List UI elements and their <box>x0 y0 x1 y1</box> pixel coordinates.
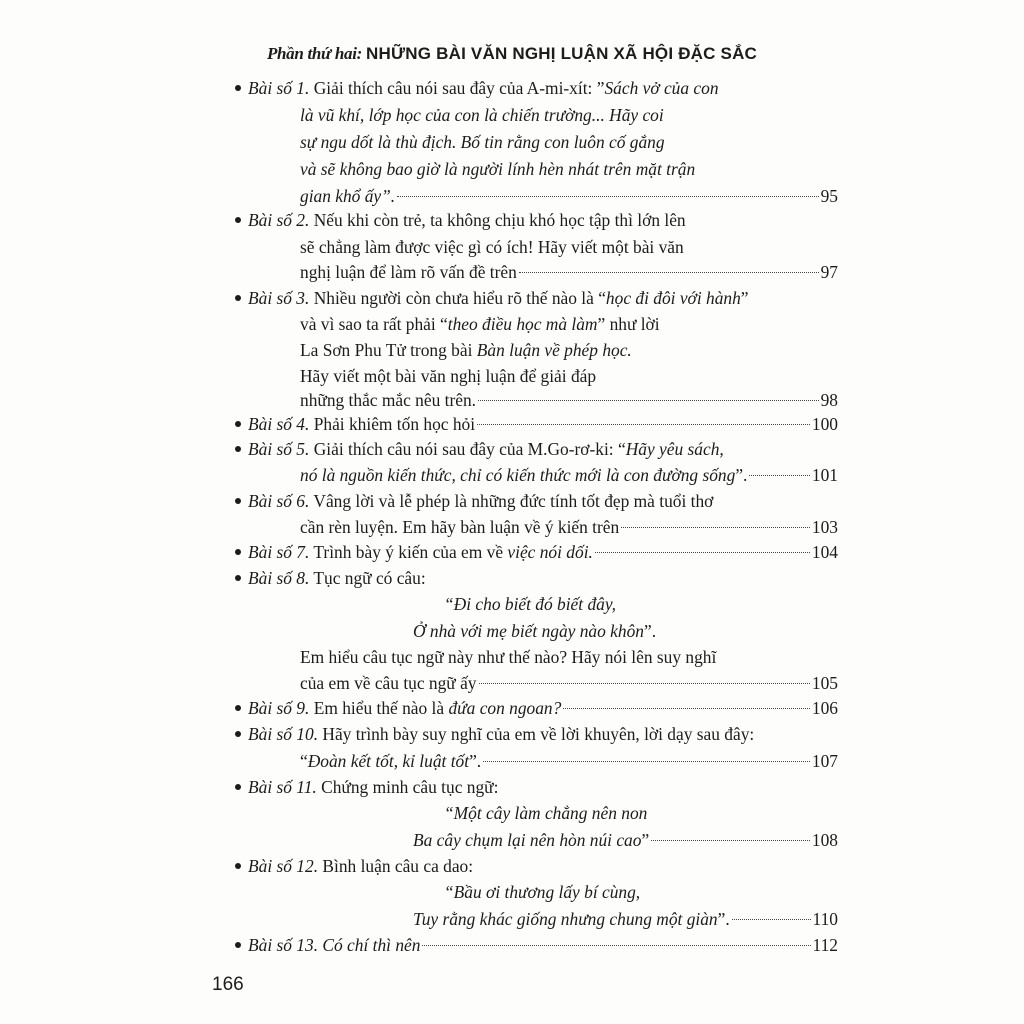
page-ref: 112 <box>812 935 838 955</box>
entry-label: Bài số 9. <box>248 698 310 718</box>
bullet-icon <box>235 85 241 91</box>
entry-text-italic: Bàn luận về phép học. <box>476 340 632 360</box>
entry-3-line-5 <box>300 387 838 413</box>
entry-text-italic: đứa con ngoan? <box>448 698 562 718</box>
entry-text-italic: Có chí thì nên <box>322 935 421 955</box>
bullet-icon <box>235 575 241 581</box>
entry-text: Giải thích câu nói sau đây của A-mi-xít: ” <box>313 78 605 98</box>
page-ref: 97 <box>820 262 838 282</box>
entry-label: Bài số 6. <box>248 491 310 511</box>
entry-text: Tục ngữ có câu: <box>313 568 426 588</box>
toc-entry-12 <box>248 853 838 879</box>
entry-text: Nếu khi còn trẻ, ta không chịu khó học tập thì lớn lên <box>313 210 686 230</box>
dot-leader <box>519 272 819 273</box>
entry-10-line-2 <box>300 748 838 774</box>
entry-text <box>300 462 747 488</box>
page-number: 166 <box>212 974 244 995</box>
entry-8-quote-1: “Đi cho biết đó biết đây, <box>444 594 616 614</box>
dot-leader <box>479 683 810 684</box>
entry-text <box>300 748 481 774</box>
entry-text: Nhiều người còn chưa hiểu rõ thế nào là “ <box>313 288 606 308</box>
dot-leader <box>478 400 819 401</box>
toc-entry-3 <box>248 285 838 311</box>
entry-1-line-5 <box>300 183 838 209</box>
entry-text: ”. <box>735 465 748 485</box>
toc-entry-13 <box>248 932 838 958</box>
entry-text-after: ” <box>740 288 749 308</box>
entry-1-line-4: và sẽ không bao giờ là người lính hèn nhát trên mặt trận <box>300 159 696 179</box>
toc-entry-6 <box>248 488 838 514</box>
dot-leader <box>732 919 811 920</box>
entry-label: Bài số 13. <box>248 935 319 955</box>
bullet-icon <box>235 421 241 427</box>
entry-8-line-2: Em hiểu câu tục ngữ này như thế nào? Hãy nói lên suy nghĩ <box>300 647 717 667</box>
bullet-icon <box>235 731 241 737</box>
entry-3-line-2 <box>300 311 838 337</box>
entry-text-italic: Hãy yêu sách, <box>625 439 724 459</box>
toc-entry-11 <box>248 774 838 800</box>
entry-label: Bài số 7. <box>248 542 310 562</box>
entry-text: Giải thích câu nói sau đây của M.Go-rơ-ki: “ <box>313 439 626 459</box>
page-ref: 104 <box>811 542 838 562</box>
entry-12-quote-1: “Bầu ơi thương lấy bí cùng, <box>444 882 641 902</box>
page-ref: 106 <box>811 698 838 718</box>
entry-label: Bài số 10. <box>248 724 319 744</box>
toc-entry-8 <box>248 565 838 591</box>
entry-text-italic: Đoàn kết tốt, kỉ luật tốt <box>307 751 470 771</box>
page-ref: 103 <box>811 517 838 537</box>
entry-text: và vì sao ta rất phải “ <box>300 314 448 334</box>
page-ref: 108 <box>811 830 838 850</box>
entry-12-quote-2 <box>413 906 838 932</box>
entry-text: Phải khiêm tốn học hỏi <box>313 414 476 434</box>
bullet-icon <box>235 295 241 301</box>
entry-text: Vâng lời và lễ phép là những đức tính tốt đẹp mà tuổi thơ <box>313 491 714 511</box>
toc-entry-4 <box>248 411 838 437</box>
toc-entry-1 <box>248 75 838 101</box>
dot-leader <box>483 761 810 762</box>
toc-entry-10 <box>248 721 838 747</box>
dot-leader <box>749 475 810 476</box>
entry-3-line-4: Hãy viết một bài văn nghị luận để giải đáp <box>300 366 597 386</box>
entry-label: Bài số 4. <box>248 414 310 434</box>
entry-text <box>248 932 420 958</box>
bullet-icon <box>235 498 241 504</box>
entry-text <box>248 539 593 565</box>
entry-text: “ <box>300 751 308 771</box>
page-header <box>0 44 1024 64</box>
entry-text: Hãy trình bày suy nghĩ của em về lời khuyên, lời dạy sau đây: <box>322 724 755 744</box>
entry-text: Em hiểu thế nào là <box>313 698 449 718</box>
page-ref: 110 <box>812 909 838 929</box>
entry-2-line-2: sẽ chẳng làm được việc gì có ích! Hãy viết một bài văn <box>300 237 684 257</box>
dot-leader <box>397 196 818 197</box>
quote-text <box>413 827 649 853</box>
bullet-icon <box>235 217 241 223</box>
entry-text: những thắc mắc nêu trên. <box>300 390 477 410</box>
toc-entry-2 <box>248 207 838 233</box>
toc-entry-5 <box>248 436 838 462</box>
dot-leader <box>651 840 810 841</box>
entry-5-line-2 <box>300 462 838 488</box>
page-ref: 95 <box>820 186 838 206</box>
entry-text: Chứng minh câu tục ngữ: <box>321 777 499 797</box>
page-ref: 100 <box>811 414 838 434</box>
quote-text: ”. <box>643 621 657 641</box>
page-ref: 107 <box>811 751 838 771</box>
toc-entry-9 <box>248 695 838 721</box>
toc-entry-7 <box>248 539 838 565</box>
entry-text <box>248 411 475 437</box>
page-ref: 101 <box>811 465 838 485</box>
entry-label: Bài số 2. <box>248 210 310 230</box>
dot-leader <box>477 424 810 425</box>
page-ref: 105 <box>811 673 838 693</box>
entry-3-line-3 <box>300 337 838 363</box>
entry-text: ” như lời <box>597 314 660 334</box>
entry-text: ”. <box>469 751 482 771</box>
entry-label: Bài số 3. <box>248 288 310 308</box>
entry-label: Bài số 11. <box>248 777 317 797</box>
entry-text: La Sơn Phu Tử trong bài <box>300 340 477 360</box>
entry-text-italic: theo điều học mà làm <box>447 314 598 334</box>
bullet-icon <box>235 863 241 869</box>
quote-text: ” <box>641 830 650 850</box>
bullet-icon <box>235 446 241 452</box>
dot-leader <box>595 552 810 553</box>
bullet-icon <box>235 942 241 948</box>
entry-text: nghị luận để làm rõ vấn đề trên <box>300 262 517 282</box>
entry-text: gian khổ ấy”. <box>300 186 396 206</box>
entry-text: Bình luận câu ca dao: <box>322 856 474 876</box>
entry-text: Trình bày ý kiến của em về <box>313 542 508 562</box>
entry-label: Bài số 5. <box>248 439 310 459</box>
dot-leader <box>422 945 810 946</box>
entry-8-quote-2 <box>413 618 656 644</box>
bullet-icon <box>235 549 241 555</box>
quote-text: ”. <box>717 909 730 929</box>
quote-text: Tuy rằng khác giống nhưng chung một giàn <box>413 909 718 929</box>
entry-1-line-2: là vũ khí, lớp học của con là chiến trường... Hãy coi <box>300 105 664 125</box>
entry-6-line-2 <box>300 514 838 540</box>
dot-leader <box>563 708 810 709</box>
quote-text: Ở nhà với mẹ biết ngày nào khôn <box>413 621 644 641</box>
entry-text-italic: việc nói dối. <box>507 542 593 562</box>
header-part: Phần thứ hai: <box>266 44 363 63</box>
entry-8-line-3 <box>300 670 838 696</box>
entry-label: Bài số 12. <box>248 856 319 876</box>
entry-11-quote-2 <box>413 827 838 853</box>
bullet-icon <box>235 705 241 711</box>
bullet-icon <box>235 784 241 790</box>
entry-label: Bài số 8. <box>248 568 310 588</box>
entry-text-italic: học đi đôi với hành <box>605 288 741 308</box>
entry-text <box>248 695 561 721</box>
entry-2-line-3 <box>300 259 838 285</box>
page-ref: 98 <box>820 390 838 410</box>
header-title: NHỮNG BÀI VĂN NGHỊ LUẬN XÃ HỘI ĐẶC SẮC <box>366 44 758 63</box>
dot-leader <box>621 527 810 528</box>
entry-text: của em về câu tục ngữ ấy <box>300 673 477 693</box>
entry-text-italic: Sách vở của con <box>604 78 719 98</box>
entry-1-line-3: sự ngu dốt là thù địch. Bố tin rằng con luôn cố gắng <box>300 132 665 152</box>
entry-label: Bài số 1. <box>248 78 310 98</box>
quote-text <box>413 906 730 932</box>
entry-text-italic: nó là nguồn kiến thức, chỉ có kiến thức mới là con đường sống <box>300 465 736 485</box>
quote-text: Ba cây chụm lại nên hòn núi cao <box>413 830 642 850</box>
entry-text: cần rèn luyện. Em hãy bàn luận về ý kiến trên <box>300 517 620 537</box>
entry-11-quote-1: “Một cây làm chẳng nên non <box>444 803 648 823</box>
